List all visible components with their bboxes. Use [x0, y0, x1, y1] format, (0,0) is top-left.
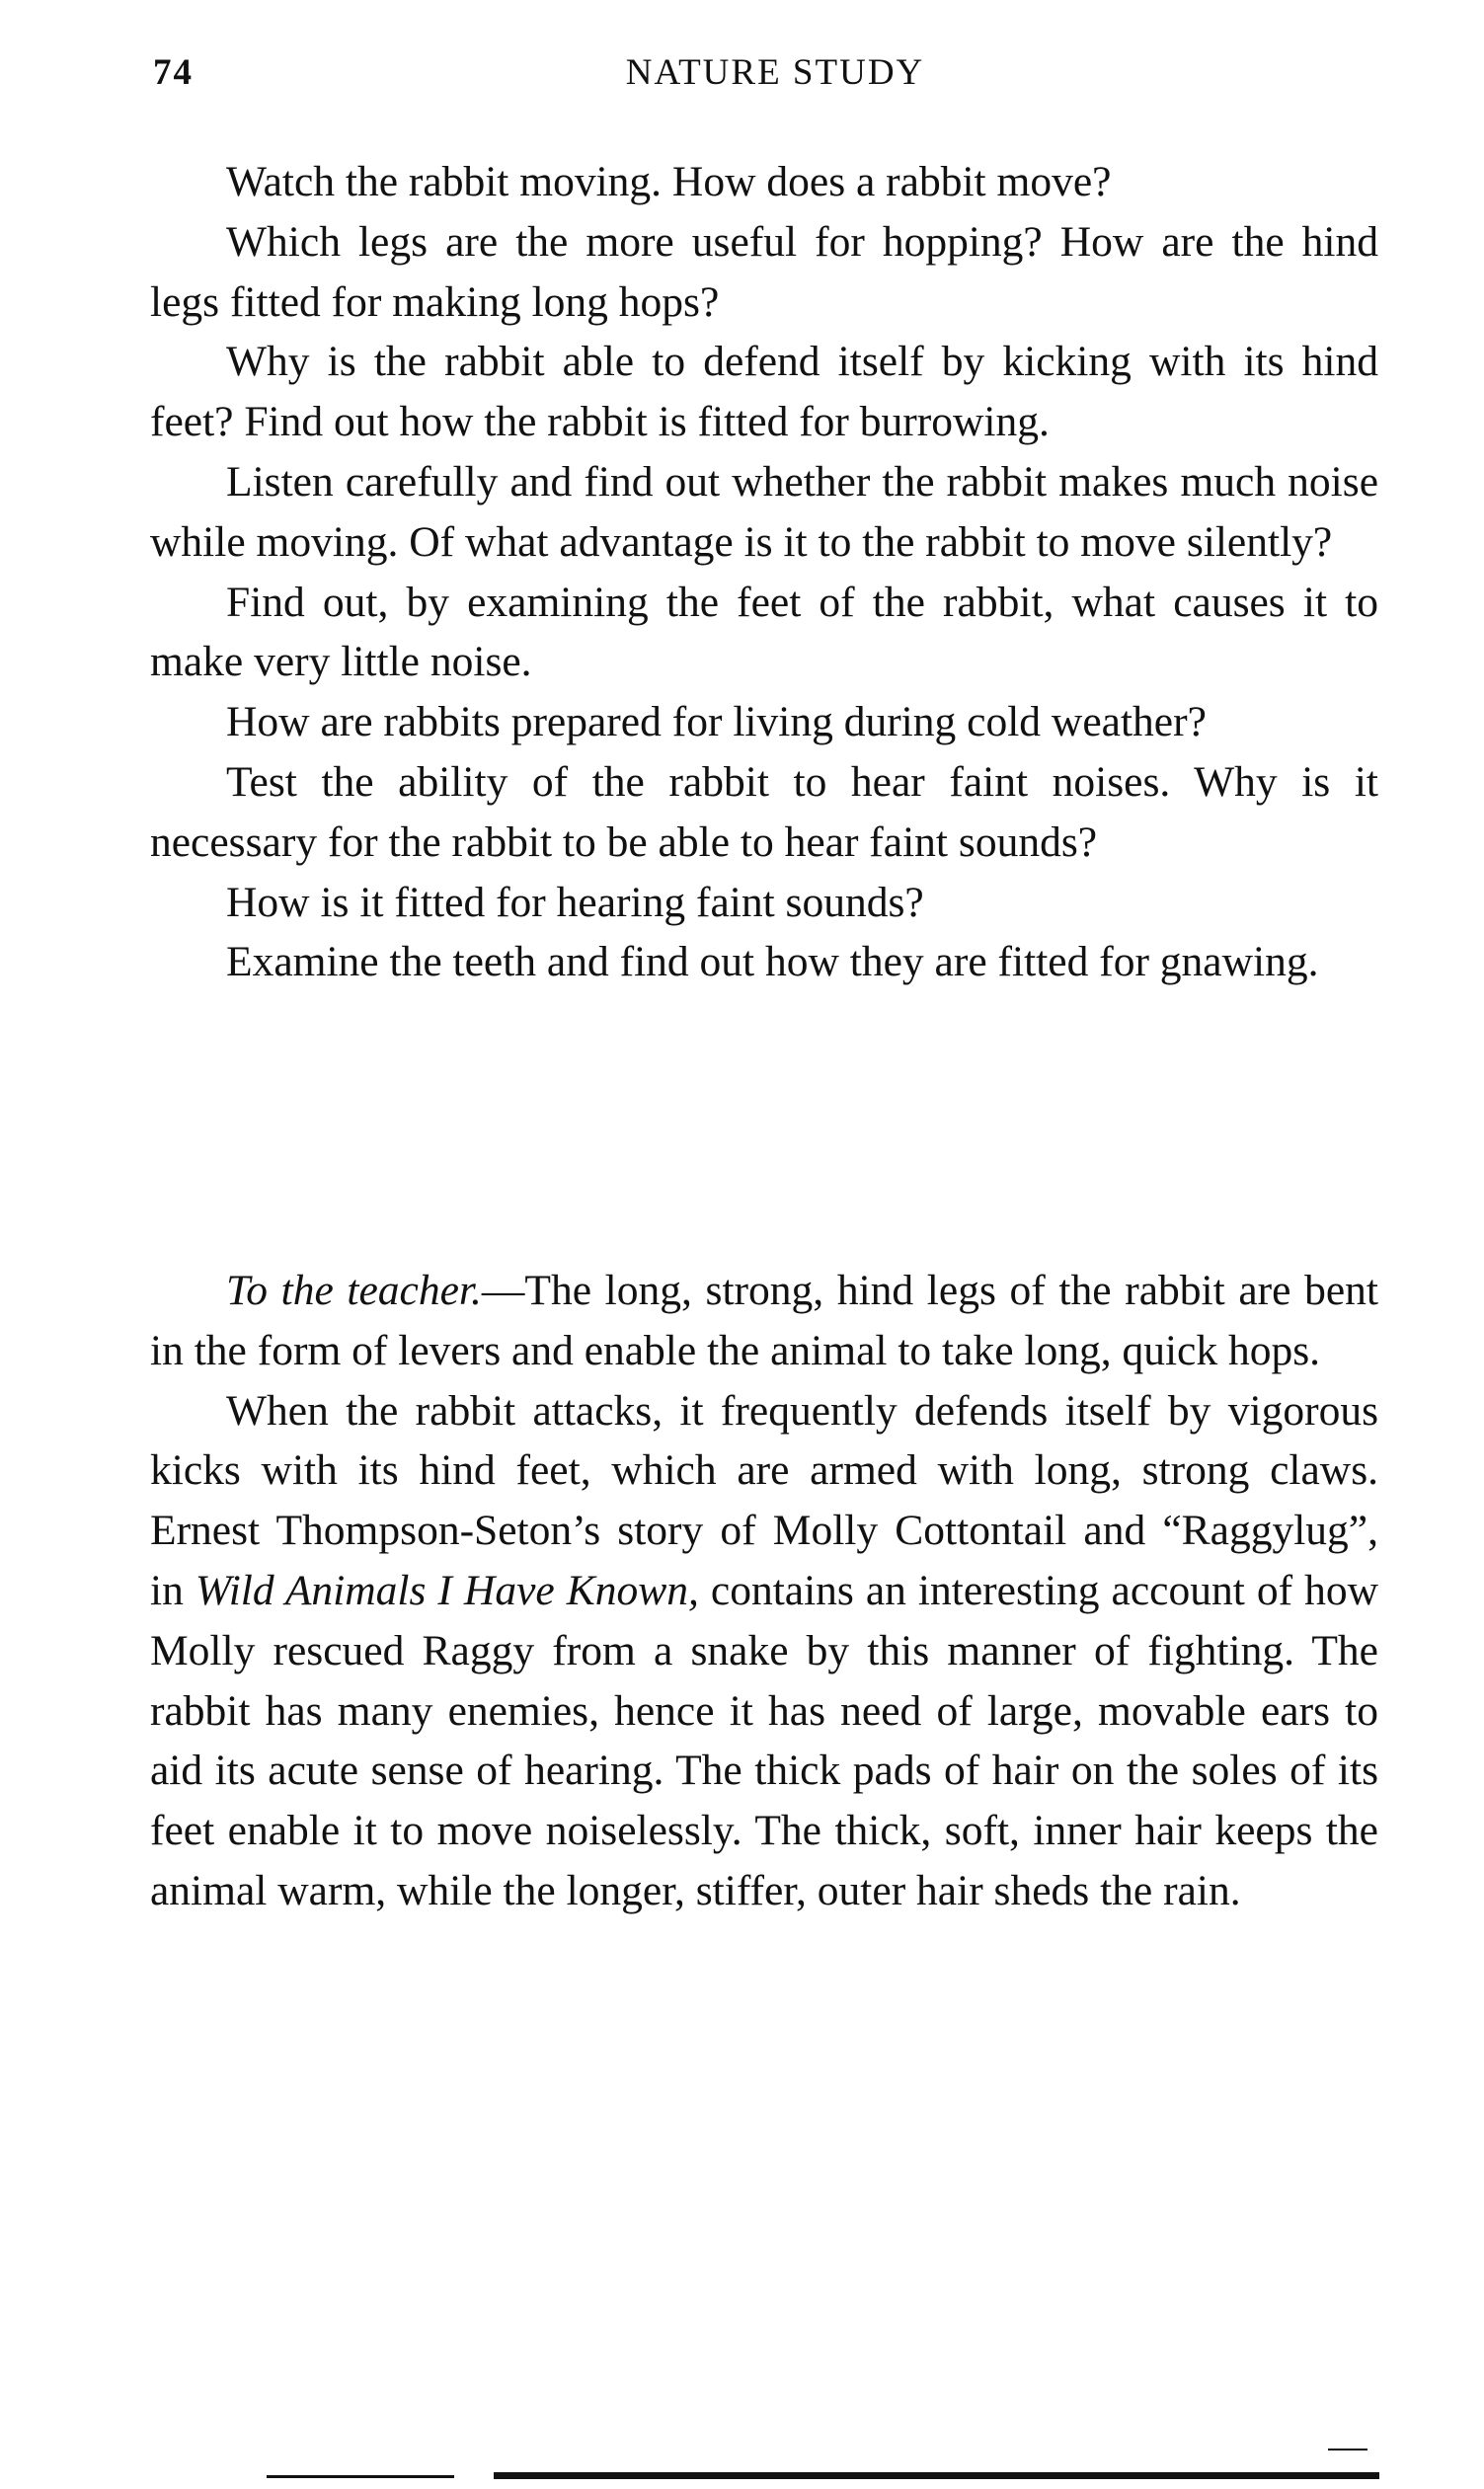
- study-questions: [150, 152, 1378, 992]
- footer-rule-tail: [1328, 2449, 1367, 2450]
- question-paragraph: Find out, by examining the feet of the rabbit, what causes it to make very little noise.: [150, 578, 1378, 686]
- footer-rule: [494, 2472, 1379, 2479]
- question-paragraph: How is it fitted for hearing faint sounds?: [226, 878, 924, 926]
- teacher-notes: [150, 1261, 1378, 1921]
- closing-text-after: contains an interesting account of how Molly rescued Raggy from a snake by this manner of fighting. The rabbit has many enemies, hence it has need of large, movable ears to aid its acute sense of hearing. The thick pads of hair on the soles of its feet enable it to move noiselessly. The thick, soft, inner hair keeps the animal warm, while the longer, stiffer, outer hair sheds the rain.: [150, 1566, 1378, 1914]
- footer-rule-short: [267, 2475, 454, 2478]
- teacher-note-lead: To the teacher.: [226, 1267, 482, 1314]
- teacher-note-text: —The long, strong, hind legs of the rabbit are bent in the form of levers and enable the animal to take long, quick hops.: [150, 1267, 1378, 1374]
- running-title: NATURE STUDY: [625, 52, 925, 93]
- book-title: Wild Animals I Have Known,: [195, 1566, 699, 1614]
- closing-text-before: When the rabbit attacks, it frequently defends itself by vigorous kicks with its hind feet, which are armed with long, strong claws. Ernest Thompson-Seton’s story of Molly Cottontail and “Raggylug”, in: [150, 1386, 1378, 1614]
- question-paragraph: Watch the rabbit moving. How does a rabbit move?: [226, 158, 1112, 205]
- teacher-note-paragraph: [150, 1261, 1378, 1381]
- question-paragraph: Test the ability of the rabbit to hear faint noises. Why is it necessary for the rabbit to be able to hear faint sounds?: [150, 757, 1378, 866]
- running-head: [153, 51, 1377, 101]
- question-paragraph: How are rabbits prepared for living during cold weather?: [226, 698, 1207, 746]
- question-paragraph: Listen carefully and find out whether the rabbit makes much noise while moving. Of what advantage is it to the rabbit to move silently?: [150, 457, 1378, 566]
- question-paragraph: Which legs are the more useful for hopping? How are the hind legs fitted for making long hops?: [150, 217, 1378, 326]
- page-number: 74: [153, 52, 194, 93]
- question-paragraph: Why is the rabbit able to defend itself by kicking with its hind feet? Find out how the rabbit is fitted for burrowing.: [150, 338, 1378, 446]
- closing-paragraph: [150, 1381, 1378, 1921]
- question-paragraph: Examine the teeth and find out how they are fitted for gnawing.: [226, 938, 1319, 986]
